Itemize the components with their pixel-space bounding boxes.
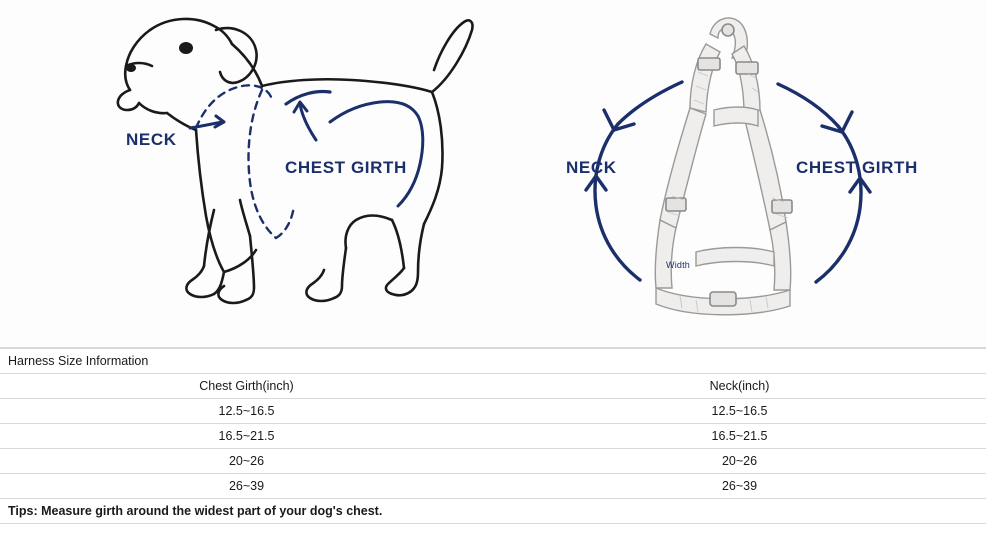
dog-diagram-svg — [0, 0, 500, 348]
cell-chest-girth: 16.5~21.5 — [0, 424, 493, 449]
panel-divider — [500, 0, 501, 348]
dog-panel — [0, 0, 500, 348]
table-tips-row — [0, 499, 986, 524]
table-row — [0, 399, 986, 424]
table-row — [0, 449, 986, 474]
table-row — [0, 424, 986, 449]
header-neck: Neck(inch) — [493, 374, 986, 399]
chest-girth-label-dog: CHEST GIRTH — [285, 158, 407, 177]
table-title-row — [0, 349, 986, 374]
neck-label-dog: NECK — [126, 130, 177, 149]
cell-neck: 20~26 — [493, 449, 986, 474]
size-table-wrap — [0, 348, 986, 524]
tips-text: Tips: Measure girth around the widest part of your dog's chest. — [0, 499, 986, 524]
harness-panel — [500, 0, 986, 348]
cell-chest-girth: 12.5~16.5 — [0, 399, 493, 424]
table-title: Harness Size Information — [0, 349, 986, 374]
harness-size-table — [0, 348, 986, 524]
neck-label-harness: NECK — [566, 158, 617, 177]
table-header-row — [0, 374, 986, 399]
cell-neck: 12.5~16.5 — [493, 399, 986, 424]
cell-chest-girth: 20~26 — [0, 449, 493, 474]
cell-chest-girth: 26~39 — [0, 474, 493, 499]
cell-neck: 26~39 — [493, 474, 986, 499]
table-row — [0, 474, 986, 499]
cell-neck: 16.5~21.5 — [493, 424, 986, 449]
width-label-harness: Width — [666, 260, 691, 270]
chest-girth-label-harness: CHEST GIRTH — [796, 158, 918, 177]
header-chest-girth: Chest Girth(inch) — [0, 374, 493, 399]
